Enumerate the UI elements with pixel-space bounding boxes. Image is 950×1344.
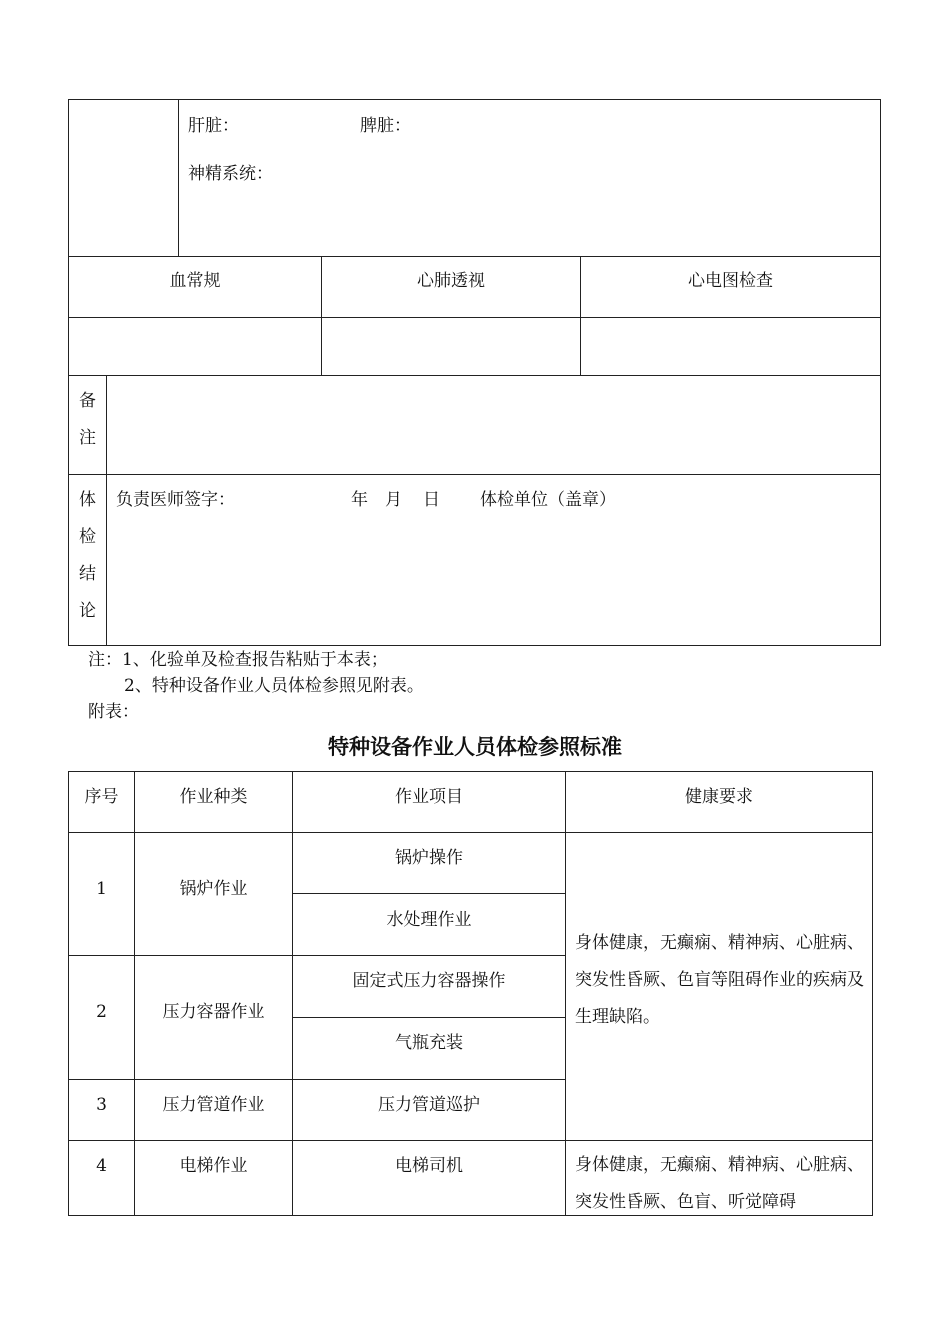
liver-label: 肝脏： [188,116,239,136]
row-item: 锅炉操作 [395,848,463,868]
form-border-bottom [68,645,881,646]
note-line-1: 注：1、化验单及检查报告粘贴于本表； [88,650,388,670]
row-category: 锅炉作业 [179,879,248,899]
date-day-label: 日 [423,490,440,510]
note-line-2: 2、特种设备作业人员体检参照见附表。 [124,676,424,696]
date-month-label: 月 [385,490,402,510]
form-divider [68,317,881,318]
remarks-char: 备 [79,391,96,411]
table-border-left [68,771,69,1216]
table-divider [68,1140,873,1141]
form-border-right [880,99,881,646]
header-category: 作业种类 [179,787,248,807]
form-divider [106,375,107,645]
date-year-label: 年 [351,490,368,510]
blood-routine-label: 血常规 [169,271,221,291]
table-divider [292,893,566,894]
row-number: 2 [96,1002,107,1022]
table-divider [134,771,135,1216]
form-divider [178,99,179,256]
row-number: 3 [96,1095,107,1115]
header-health-requirement: 健康要求 [685,787,753,807]
table-border-top [68,771,873,772]
table-divider [68,832,873,833]
form-divider [68,256,881,257]
header-no: 序号 [84,787,119,807]
standard-table-title: 特种设备作业人员体检参照标准 [328,735,622,759]
row-category: 电梯作业 [179,1156,248,1176]
chest-xray-label: 心肺透视 [417,271,485,291]
row-category: 压力容器作业 [162,1002,265,1022]
form-divider [68,474,881,475]
table-divider [68,955,566,956]
table-border-bottom [68,1215,873,1216]
conclusion-char: 体 [79,490,96,510]
spleen-label: 脾脏： [360,116,411,136]
doctor-signature-label: 负责医师签字： [116,490,235,510]
health-requirement-text: 身体健康，无癫痫、精神病、心脏病、突发性昏厥、色盲、听觉障碍 [575,1155,864,1212]
header-item: 作业项目 [395,787,463,807]
row-item: 电梯司机 [395,1156,463,1176]
health-requirement-text: 身体健康，无癫痫、精神病、心脏病、突发性昏厥、色盲等阻碍作业的疾病及生理缺陷。 [575,933,864,1027]
conclusion-char: 论 [79,601,96,621]
exam-unit-seal-label: 体检单位（盖章） [480,490,616,510]
row-item: 气瓶充装 [395,1033,463,1053]
ecg-label: 心电图检查 [688,271,773,291]
row-category: 压力管道作业 [162,1095,265,1115]
row-item: 固定式压力容器操作 [352,971,506,991]
conclusion-char: 检 [79,527,96,547]
row-number: 4 [96,1156,107,1176]
appendix-label: 附表： [88,702,139,722]
form-divider [68,375,881,376]
table-divider [292,771,293,1216]
conclusion-char: 结 [79,564,96,584]
row-item: 水处理作业 [386,910,472,930]
table-divider [565,771,566,1216]
row-item: 压力管道巡护 [378,1095,480,1115]
table-divider [292,1017,566,1018]
nervous-system-label: 神精系统： [188,164,273,184]
row-number: 1 [96,879,107,899]
table-divider [68,1079,566,1080]
table-border-right [872,771,873,1216]
form-border-top [68,99,881,100]
remarks-char: 注 [79,428,96,448]
